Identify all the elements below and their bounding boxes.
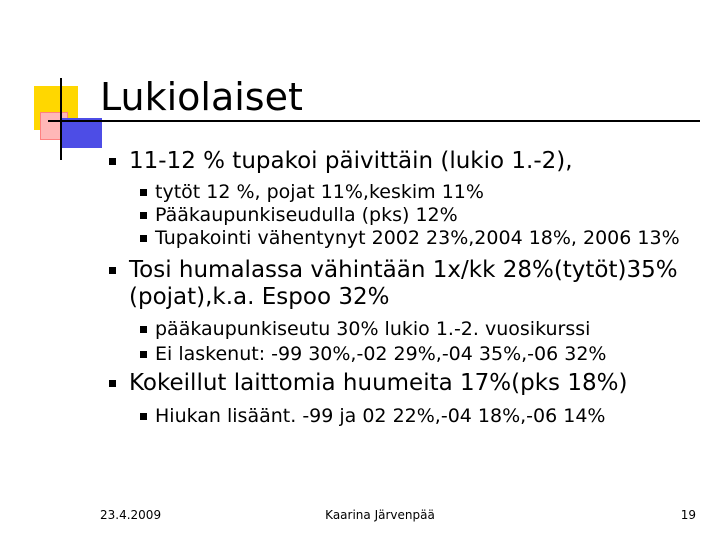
sub-bullet-text: Pääkaupunkiseudulla (pks) 12% bbox=[155, 204, 458, 226]
sub-bullet-text: Hiukan lisäänt. -99 ja 02 22%,-04 18%,-06 14% bbox=[155, 405, 606, 427]
bullet-text: 11-12 % tupakoi päivittäin (lukio 1.-2), bbox=[129, 148, 573, 174]
sub-bullet-item bbox=[105, 319, 705, 339]
bullet-item bbox=[105, 257, 705, 311]
slide-title: Lukiolaiset bbox=[100, 75, 303, 119]
footer-date: 23.4.2009 bbox=[100, 508, 162, 522]
slide-content bbox=[105, 148, 705, 426]
square-bullet-icon bbox=[109, 158, 116, 165]
sub-bullet-text: tytöt 12 %, pojat 11%,keskim 11% bbox=[155, 181, 484, 203]
sub-bullet-text: pääkaupunkiseutu 30% lukio 1.-2. vuosikurssi bbox=[155, 318, 591, 340]
title-underline bbox=[48, 120, 700, 122]
sub-bullet-text: Ei laskenut: -99 30%,-02 29%,-04 35%,-06 32% bbox=[155, 343, 607, 365]
square-bullet-icon bbox=[109, 380, 116, 387]
bullet-item bbox=[105, 148, 705, 175]
decor-blue-square bbox=[60, 118, 102, 148]
decor-vertical-line bbox=[60, 78, 62, 160]
sub-bullet-item bbox=[105, 182, 705, 202]
square-bullet-icon bbox=[140, 326, 147, 333]
sub-bullet-text: Tupakointi vähentynyt 2002 23%,2004 18%, 2006 13% bbox=[155, 227, 680, 249]
footer-author: Kaarina Järvenpää bbox=[325, 508, 435, 522]
square-bullet-icon bbox=[140, 189, 147, 196]
square-bullet-icon bbox=[140, 351, 147, 358]
sub-bullet-item bbox=[105, 205, 705, 225]
bullet-text: Tosi humalassa vähintään 1x/kk 28%(tytöt)35%(pojat),k.a. Espoo 32% bbox=[129, 257, 678, 310]
sub-bullet-item bbox=[105, 406, 705, 426]
square-bullet-icon bbox=[140, 235, 147, 242]
bullet-item bbox=[105, 370, 705, 397]
square-bullet-icon bbox=[109, 267, 116, 274]
square-bullet-icon bbox=[140, 413, 147, 420]
sub-bullet-item bbox=[105, 228, 705, 248]
footer-page-number: 19 bbox=[680, 508, 696, 522]
sub-bullet-item bbox=[105, 344, 705, 364]
square-bullet-icon bbox=[140, 212, 147, 219]
bullet-text: Kokeillut laittomia huumeita 17%(pks 18%) bbox=[129, 370, 628, 396]
